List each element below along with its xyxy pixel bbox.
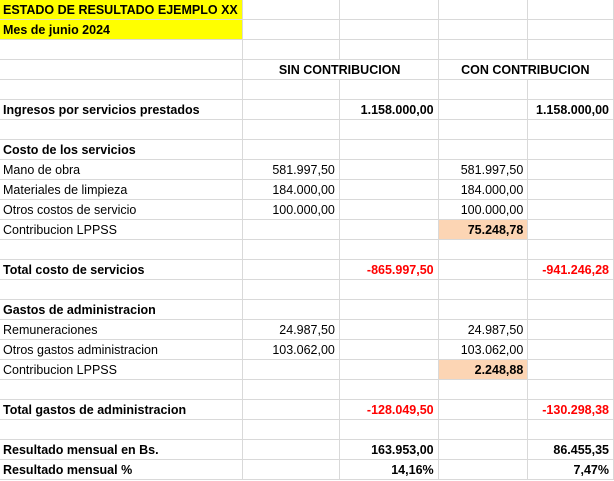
total-costo-sin-value[interactable]: -865.997,50 xyxy=(339,260,438,280)
empty-cell[interactable] xyxy=(438,40,528,60)
item-label[interactable]: Mano de obra xyxy=(0,160,242,180)
empty-cell[interactable] xyxy=(339,300,438,320)
empty-cell[interactable] xyxy=(339,200,438,220)
item-label[interactable]: Otros gastos administracion xyxy=(0,340,242,360)
empty-cell[interactable] xyxy=(528,280,614,300)
empty-cell[interactable] xyxy=(528,240,614,260)
empty-cell[interactable] xyxy=(339,140,438,160)
empty-cell[interactable] xyxy=(0,60,242,80)
item-label[interactable]: Contribucion LPPSS xyxy=(0,360,242,380)
item-sin-value[interactable]: 100.000,00 xyxy=(242,200,339,220)
contribucion-gastos-value[interactable]: 2.248,88 xyxy=(438,360,528,380)
item-label[interactable]: Otros costos de servicio xyxy=(0,200,242,220)
empty-cell[interactable] xyxy=(438,100,528,120)
empty-cell[interactable] xyxy=(242,400,339,420)
empty-cell[interactable] xyxy=(438,280,528,300)
empty-cell[interactable] xyxy=(339,240,438,260)
empty-cell[interactable] xyxy=(242,40,339,60)
empty-cell[interactable] xyxy=(528,320,614,340)
report-period-cell[interactable]: Mes de junio 2024 xyxy=(0,20,242,40)
empty-cell[interactable] xyxy=(242,80,339,100)
sheet-row xyxy=(0,240,614,260)
empty-cell[interactable] xyxy=(339,380,438,400)
empty-cell[interactable] xyxy=(339,160,438,180)
empty-cell[interactable] xyxy=(528,120,614,140)
empty-cell[interactable] xyxy=(339,340,438,360)
empty-cell[interactable] xyxy=(528,220,614,240)
empty-cell[interactable] xyxy=(438,120,528,140)
empty-cell[interactable] xyxy=(528,0,614,20)
ingresos-label[interactable]: Ingresos por servicios prestados xyxy=(0,100,242,120)
empty-cell[interactable] xyxy=(339,0,438,20)
item-label[interactable]: Contribucion LPPSS xyxy=(0,220,242,240)
empty-cell[interactable] xyxy=(438,460,528,480)
sheet-row xyxy=(0,0,614,20)
empty-cell[interactable] xyxy=(0,120,242,140)
line-item-row xyxy=(0,220,614,240)
empty-cell[interactable] xyxy=(438,80,528,100)
item-sin-value[interactable]: 24.987,50 xyxy=(242,320,339,340)
empty-cell[interactable] xyxy=(0,380,242,400)
empty-cell[interactable] xyxy=(438,440,528,460)
resultado-label[interactable]: Resultado mensual en Bs. xyxy=(0,440,242,460)
total-costo-label[interactable]: Total costo de servicios xyxy=(0,260,242,280)
header-sin-contribucion[interactable]: SIN CONTRIBUCION xyxy=(242,60,438,80)
resultado-row xyxy=(0,440,614,460)
sheet-row xyxy=(0,420,614,440)
empty-cell[interactable] xyxy=(339,120,438,140)
sheet-row xyxy=(0,80,614,100)
section-heading-row xyxy=(0,300,614,320)
ingresos-row xyxy=(0,100,614,120)
empty-cell[interactable] xyxy=(242,240,339,260)
total-gastos-sin-value[interactable]: -128.049,50 xyxy=(339,400,438,420)
empty-cell[interactable] xyxy=(438,420,528,440)
empty-cell[interactable] xyxy=(339,220,438,240)
empty-cell[interactable] xyxy=(438,400,528,420)
empty-cell[interactable] xyxy=(528,40,614,60)
report-title-cell[interactable]: ESTADO DE RESULTADO EJEMPLO XX xyxy=(0,0,242,20)
column-header-row xyxy=(0,60,614,80)
empty-cell[interactable] xyxy=(339,20,438,40)
ingresos-sin-value[interactable]: 1.158.000,00 xyxy=(339,100,438,120)
header-con-contribucion[interactable]: CON CONTRIBUCION xyxy=(438,60,613,80)
empty-cell[interactable] xyxy=(528,20,614,40)
empty-cell[interactable] xyxy=(0,80,242,100)
item-sin-value[interactable]: 581.997,50 xyxy=(242,160,339,180)
sheet-row xyxy=(0,380,614,400)
empty-cell[interactable] xyxy=(339,180,438,200)
line-item-row xyxy=(0,200,614,220)
line-item-row xyxy=(0,360,614,380)
item-sin-value[interactable]: 103.062,00 xyxy=(242,340,339,360)
resultado-pct-sin-value[interactable]: 14,16% xyxy=(339,460,438,480)
total-gastos-label[interactable]: Total gastos de administracion xyxy=(0,400,242,420)
sheet-row xyxy=(0,20,614,40)
empty-cell[interactable] xyxy=(0,240,242,260)
empty-cell[interactable] xyxy=(242,100,339,120)
empty-cell[interactable] xyxy=(528,200,614,220)
item-sin-value[interactable] xyxy=(242,220,339,240)
empty-cell[interactable] xyxy=(528,160,614,180)
empty-cell[interactable] xyxy=(438,0,528,20)
line-item-row xyxy=(0,320,614,340)
empty-cell[interactable] xyxy=(438,240,528,260)
empty-cell[interactable] xyxy=(242,140,339,160)
item-label[interactable]: Materiales de limpieza xyxy=(0,180,242,200)
contribucion-costo-value[interactable]: 75.248,78 xyxy=(438,220,528,240)
empty-cell[interactable] xyxy=(438,300,528,320)
item-label[interactable]: Remuneraciones xyxy=(0,320,242,340)
empty-cell[interactable] xyxy=(242,380,339,400)
resultado-pct-con-value[interactable]: 7,47% xyxy=(528,460,614,480)
item-sin-value[interactable]: 184.000,00 xyxy=(242,180,339,200)
empty-cell[interactable] xyxy=(438,20,528,40)
empty-cell[interactable] xyxy=(339,360,438,380)
empty-cell[interactable] xyxy=(0,280,242,300)
item-con-value[interactable]: 581.997,50 xyxy=(438,160,528,180)
empty-cell[interactable] xyxy=(528,340,614,360)
empty-cell[interactable] xyxy=(339,280,438,300)
item-con-value[interactable]: 184.000,00 xyxy=(438,180,528,200)
empty-cell[interactable] xyxy=(242,460,339,480)
empty-cell[interactable] xyxy=(528,300,614,320)
empty-cell[interactable] xyxy=(339,320,438,340)
line-item-row xyxy=(0,160,614,180)
empty-cell[interactable] xyxy=(242,420,339,440)
empty-cell[interactable] xyxy=(242,440,339,460)
empty-cell[interactable] xyxy=(242,300,339,320)
empty-cell[interactable] xyxy=(528,80,614,100)
sheet-row xyxy=(0,40,614,60)
item-con-value[interactable]: 100.000,00 xyxy=(438,200,528,220)
empty-cell[interactable] xyxy=(339,420,438,440)
total-costo-con-value[interactable]: -941.246,28 xyxy=(528,260,614,280)
empty-cell[interactable] xyxy=(242,280,339,300)
total-row xyxy=(0,400,614,420)
resultado-pct-row xyxy=(0,460,614,480)
empty-cell[interactable] xyxy=(0,420,242,440)
empty-cell[interactable] xyxy=(528,380,614,400)
empty-cell[interactable] xyxy=(438,140,528,160)
gastos-heading[interactable]: Gastos de administracion xyxy=(0,300,242,320)
resultado-con-value[interactable]: 86.455,35 xyxy=(528,440,614,460)
empty-cell[interactable] xyxy=(528,420,614,440)
resultado-sin-value[interactable]: 163.953,00 xyxy=(339,440,438,460)
sheet-row xyxy=(0,120,614,140)
empty-cell[interactable] xyxy=(0,40,242,60)
empty-cell[interactable] xyxy=(528,140,614,160)
line-item-row xyxy=(0,180,614,200)
empty-cell[interactable] xyxy=(438,260,528,280)
sheet-row xyxy=(0,280,614,300)
resultado-pct-label[interactable]: Resultado mensual % xyxy=(0,460,242,480)
empty-cell[interactable] xyxy=(438,380,528,400)
line-item-row xyxy=(0,340,614,360)
empty-cell[interactable] xyxy=(242,20,339,40)
section-heading-row xyxy=(0,140,614,160)
empty-cell[interactable] xyxy=(339,80,438,100)
empty-cell[interactable] xyxy=(339,40,438,60)
empty-cell[interactable] xyxy=(242,0,339,20)
empty-cell[interactable] xyxy=(528,180,614,200)
empty-cell[interactable] xyxy=(242,260,339,280)
item-con-value[interactable]: 24.987,50 xyxy=(438,320,528,340)
total-row xyxy=(0,260,614,280)
item-con-value[interactable]: 103.062,00 xyxy=(438,340,528,360)
total-gastos-con-value[interactable]: -130.298,38 xyxy=(528,400,614,420)
item-sin-value[interactable] xyxy=(242,360,339,380)
empty-cell[interactable] xyxy=(528,360,614,380)
ingresos-con-value[interactable]: 1.158.000,00 xyxy=(528,100,614,120)
empty-cell[interactable] xyxy=(242,120,339,140)
costo-heading[interactable]: Costo de los servicios xyxy=(0,140,242,160)
